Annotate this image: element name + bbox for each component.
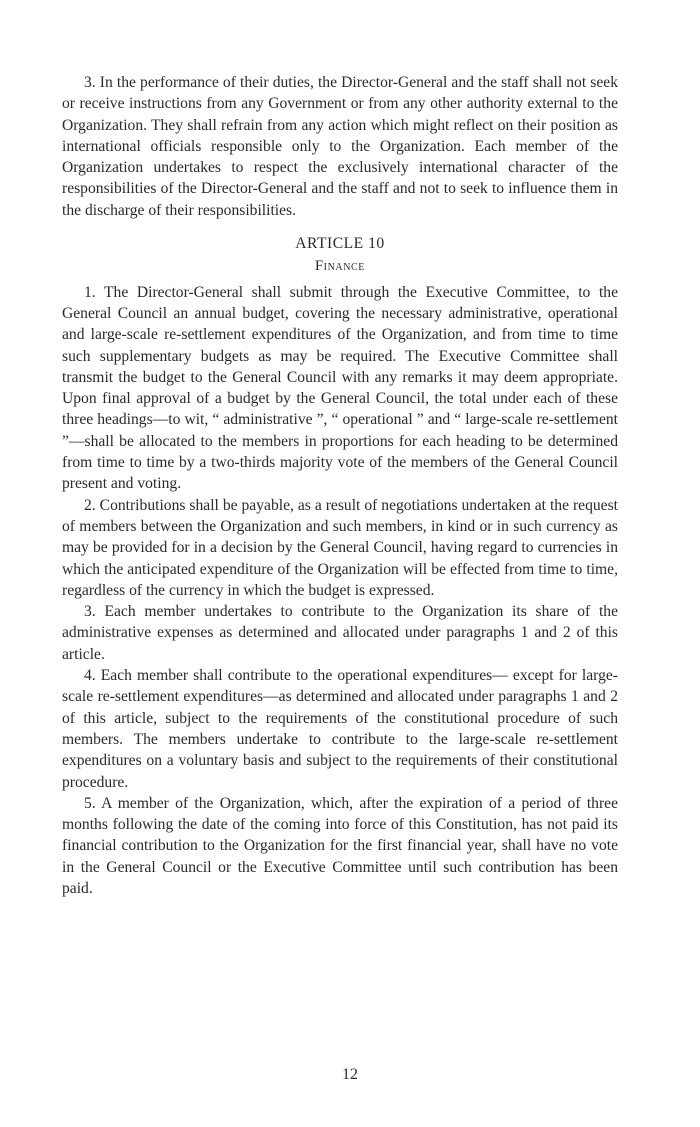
intro-paragraph: 3. In the performance of their duties, the Director-General and the staff shall not seek or receive instructions from any Government or from any other authority external to the Organization. They shall refrain from any action which might reflect on their position as international officials responsible only to the Organization. Each member of the Organization undertakes to respect the exclusively international character of the responsibilities of the Director-General and the staff and not to seek to influence them in the discharge of their responsibilities. [62,74,618,219]
paragraph-1: 1. The Director-General shall submit through the Executive Committee, to the General Council an annual budget, covering the necessary administrative, operational and large-scale re-settlement expenditures of the Organization, and from time to time such supplementary budgets as may be required. The Executive Committee shall transmit the budget to the General Council with any remarks it may deem appropriate. Upon final approval of a budget by the General Council, the total under each of these three headings—to wit, “ administrative ”, “ operational ” and “ large-scale re-settlement ”—shall be allocated to the members in proportions for each heading to be determined from time to time by a two-thirds majority vote of the members of the General Council present and voting. [62,283,618,493]
document-page [62,72,618,899]
page-number: 12 [342,1066,358,1083]
section-heading: Finance [314,258,366,275]
paragraph-5: 5. A member of the Organization, which, after the expiration of a period of three months following the date of the coming into force of this Constitution, has not paid its financial contribution to the Organization for the first financial year, shall have no vote in the General Council or the Executive Committee until such contribution has been paid. [62,794,618,897]
paragraph-3: 3. Each member undertakes to contribute to the Organization its share of the administrative expenses as determined and allocated under paragraphs 1 and 2 of this article. [62,603,618,663]
paragraph-4: 4. Each member shall contribute to the operational expenditures— except for large-scale re-settlement expenditures—as determined and allocated under paragraphs 1 and 2 of this article, subject to the requirements of the constitutional procedure of such members. The members undertake to contribute to the large-scale re-settlement expenditures on a voluntary basis and subject to the requirements of their constitutional procedure. [62,667,618,791]
paragraph-2: 2. Contributions shall be payable, as a result of negotiations undertaken at the request of members between the Organization and such members, in kind or in such currency as may be provided for in a decision by the General Council, having regard to currencies in which the anticipated expenditure of the Organization will be effected from time to time, regardless of the currency in which the budget is expressed. [62,496,618,599]
article-heading: ARTICLE 10 [295,235,385,253]
